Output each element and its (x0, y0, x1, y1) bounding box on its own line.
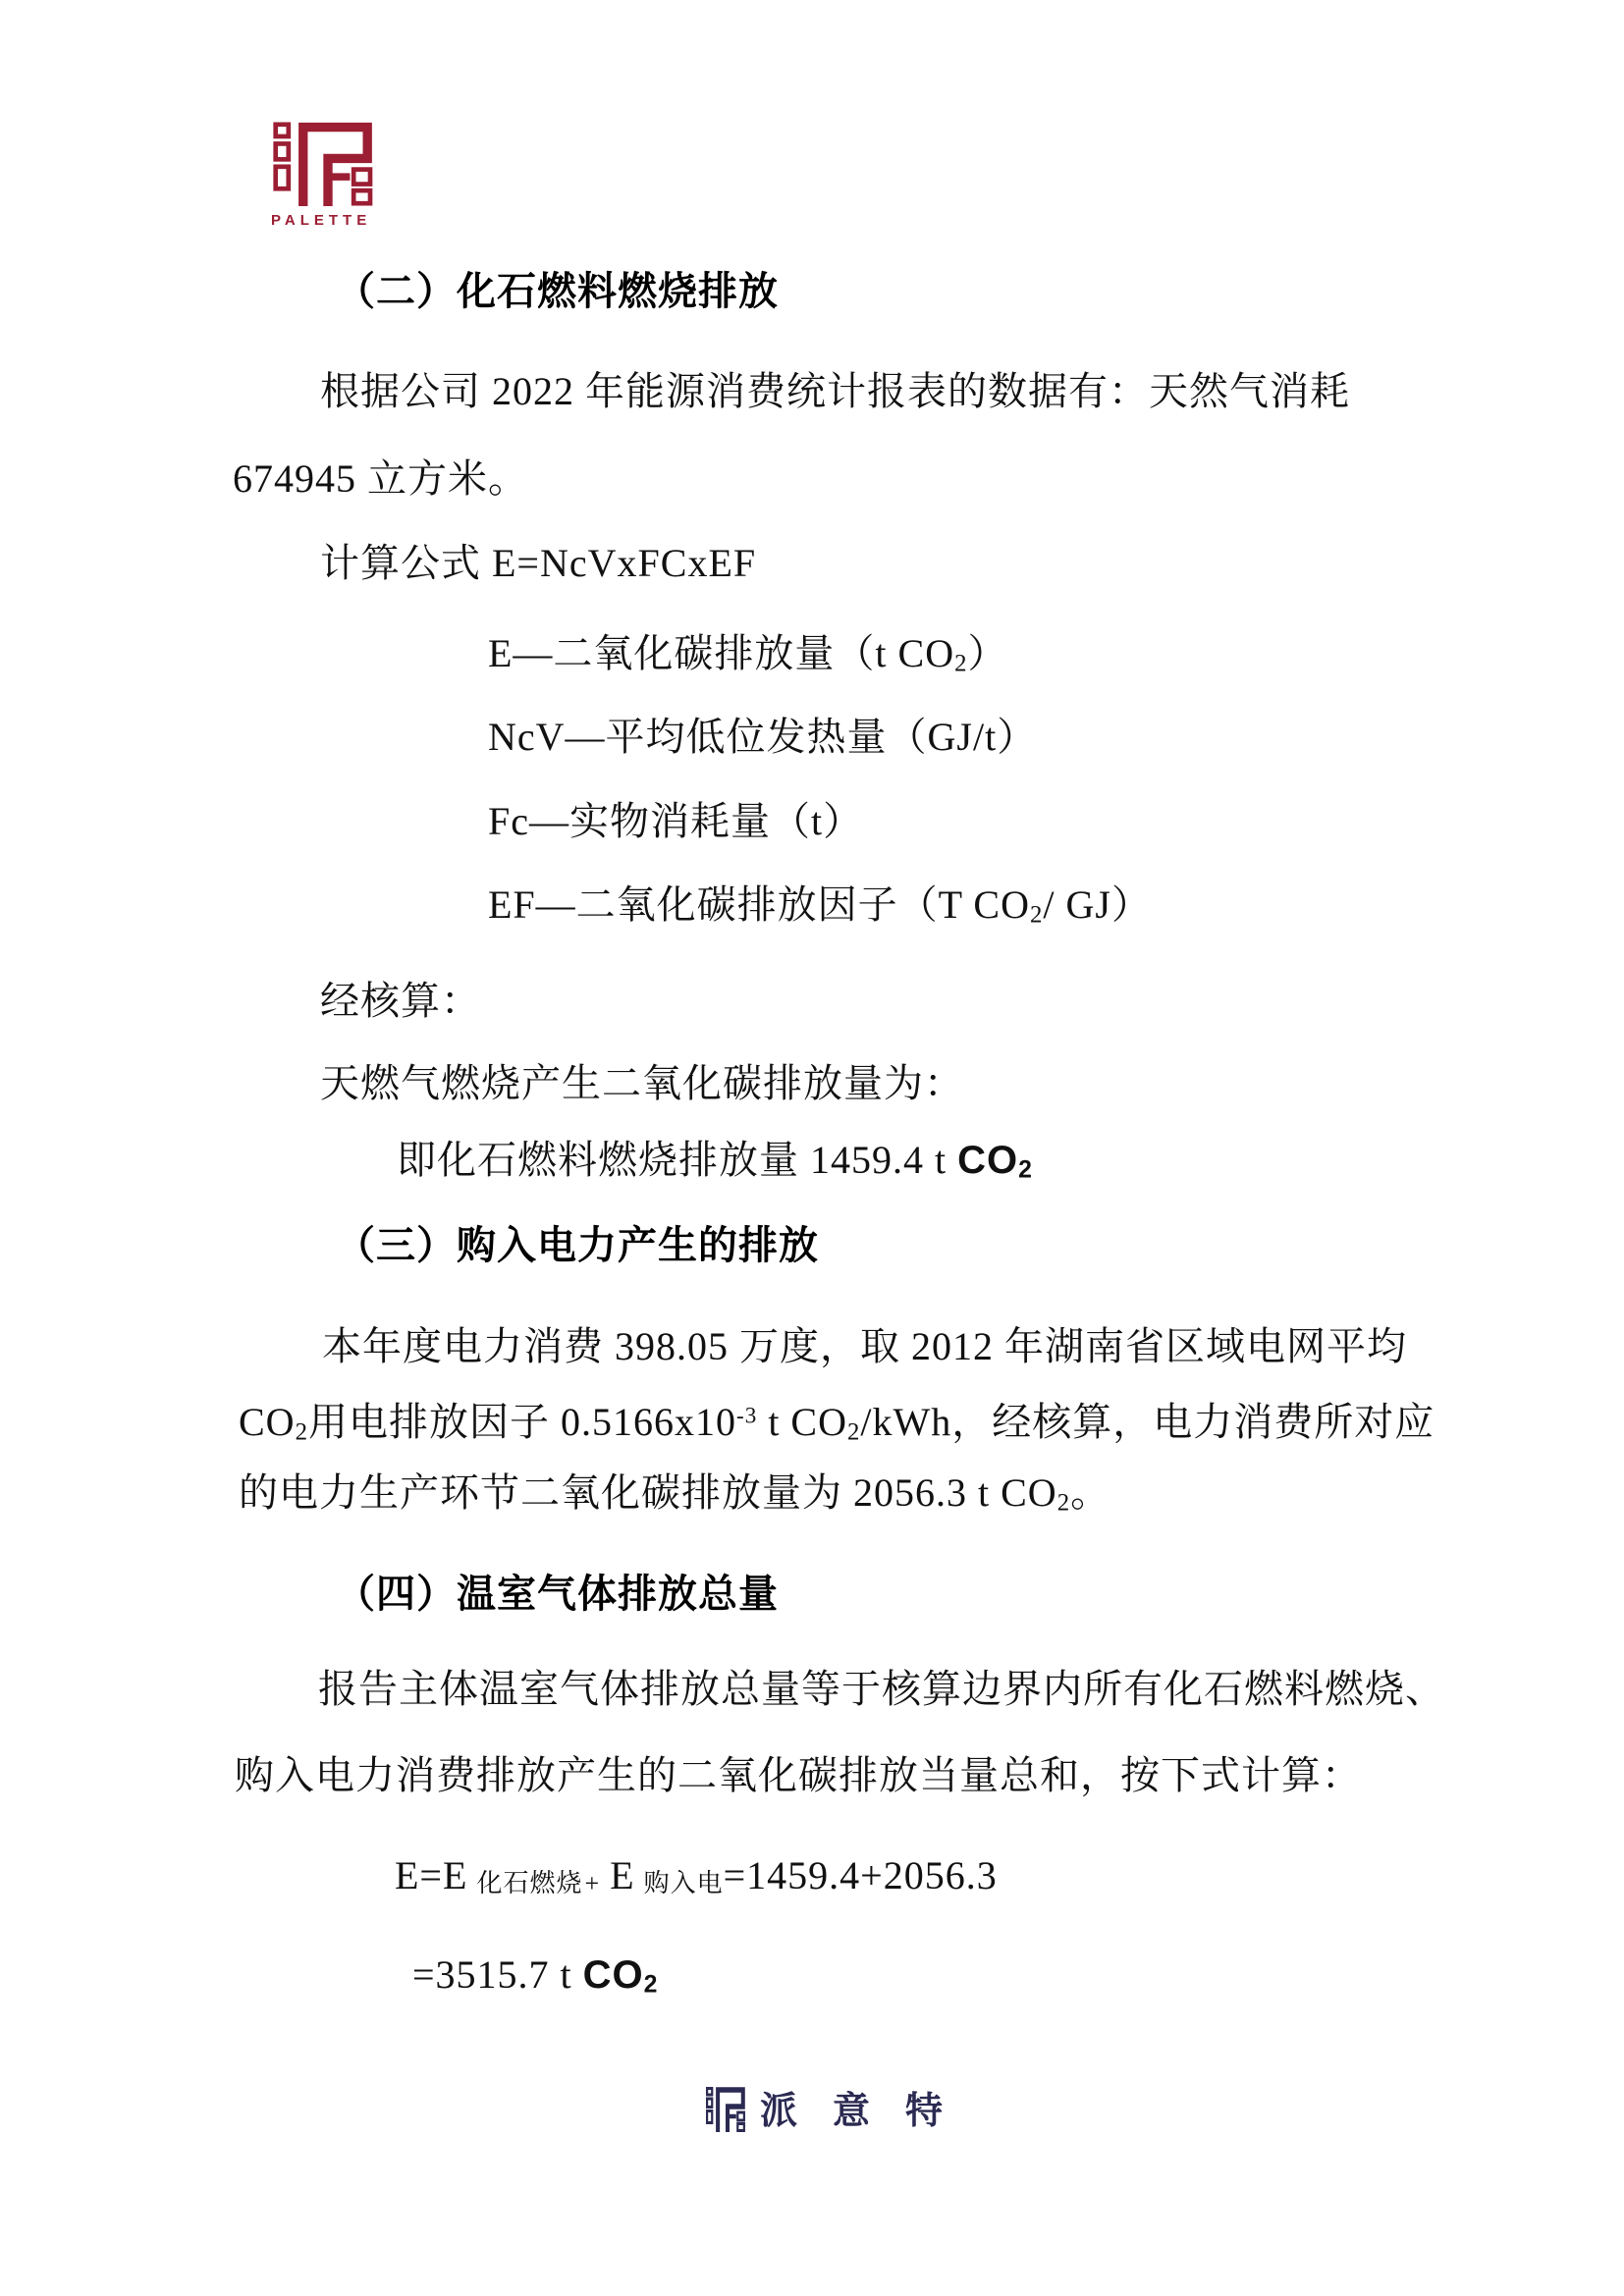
footer-brand-text: 派意特 (760, 2091, 979, 2132)
header-logo (271, 122, 385, 228)
co2-subscript: 2 (643, 1971, 659, 1999)
paragraph-line-co2-factor (239, 1400, 1435, 1446)
result-text: 即化石燃料燃烧排放量 1459.4 t (397, 1138, 958, 1182)
eq-plus-small: + (584, 1869, 601, 1897)
eq-e-terms: E=E (395, 1853, 468, 1897)
period: 。 (1070, 1470, 1111, 1515)
result-line-fossil (397, 1138, 1033, 1184)
formula-intro-line: 计算公式 E=NcVxFCxEF (320, 541, 757, 585)
exponent: -3 (735, 1403, 758, 1429)
co2-subscript: 2 (1029, 901, 1044, 929)
co2-token: CO (582, 1953, 644, 1997)
co2-token: CO (957, 1139, 1019, 1182)
total-text: =3515.7 t (412, 1952, 583, 1997)
paragraph-line: 经核算： (320, 979, 481, 1023)
heading-section-3: （三）购入电力产生的排放 (336, 1224, 819, 1267)
heading-section-2: （二）化石燃料燃烧排放 (336, 270, 779, 313)
eq-values: =1459.4+2056.3 (723, 1853, 998, 1897)
definition-line-e (488, 631, 1008, 677)
paiyite-maze-icon (706, 2087, 749, 2132)
co2-subscript: 2 (954, 650, 968, 677)
def-e-text: E—二氧化碳排放量（t CO (488, 631, 955, 675)
result-text: 的电力生产环节二氧化碳排放量为 2056.3 t CO (239, 1470, 1057, 1515)
paragraph-line: 购入电力消费排放产生的二氧化碳排放当量总和，按下式计算： (235, 1753, 1362, 1797)
definition-line-fc: Fc—实物消耗量（t） (488, 799, 864, 843)
def-ef-text: EF—二氧化碳排放因子（T CO (488, 882, 1030, 927)
co2-token: CO (239, 1400, 296, 1444)
paragraph-line: 天燃气燃烧产生二氧化碳排放量为： (320, 1061, 964, 1105)
definition-line-ef (488, 882, 1152, 929)
unit-text: t CO (757, 1400, 847, 1444)
factor-text: 用电排放因子 0.5166x10 (307, 1400, 736, 1444)
def-e-close: ） (967, 631, 1008, 675)
paragraph-line: 674945 立方米。 (233, 456, 528, 501)
paragraph-line: 根据公司 2022 年能源消费统计报表的数据有：天然气消耗 (320, 369, 1350, 413)
eq-subscript-fossil: 化石燃烧 (476, 1869, 583, 1897)
definition-line-ncv: NcV—平均低位发热量（GJ/t） (488, 715, 1038, 759)
footer-logo (706, 2087, 749, 2132)
def-ef-close: / GJ） (1043, 882, 1152, 927)
paragraph-line: 本年度电力消费 398.05 万度，取 2012 年湖南省区域电网平均 (322, 1324, 1407, 1368)
eq-subscript-purchased: 购入电 (643, 1869, 724, 1897)
co2-subscript: 2 (295, 1418, 308, 1446)
co2-subscript: 2 (1056, 1489, 1071, 1517)
result-line-electricity (239, 1470, 1111, 1517)
heading-section-4: （四）温室气体排放总量 (336, 1573, 779, 1616)
equation-line-sum (395, 1853, 998, 1897)
header-logo-wordmark: PALETTE (271, 212, 372, 229)
co2-subscript: 2 (1018, 1156, 1033, 1184)
equation-line-total (412, 1952, 659, 1999)
palette-maze-icon (271, 122, 385, 206)
paragraph-line: 报告主体温室气体排放总量等于核算边界内所有化石燃料燃烧、 (318, 1667, 1445, 1711)
line-rest: /kWh，经核算，电力消费所对应 (860, 1400, 1435, 1444)
co2-subscript: 2 (847, 1418, 861, 1446)
eq-e-term2: E (610, 1853, 635, 1897)
